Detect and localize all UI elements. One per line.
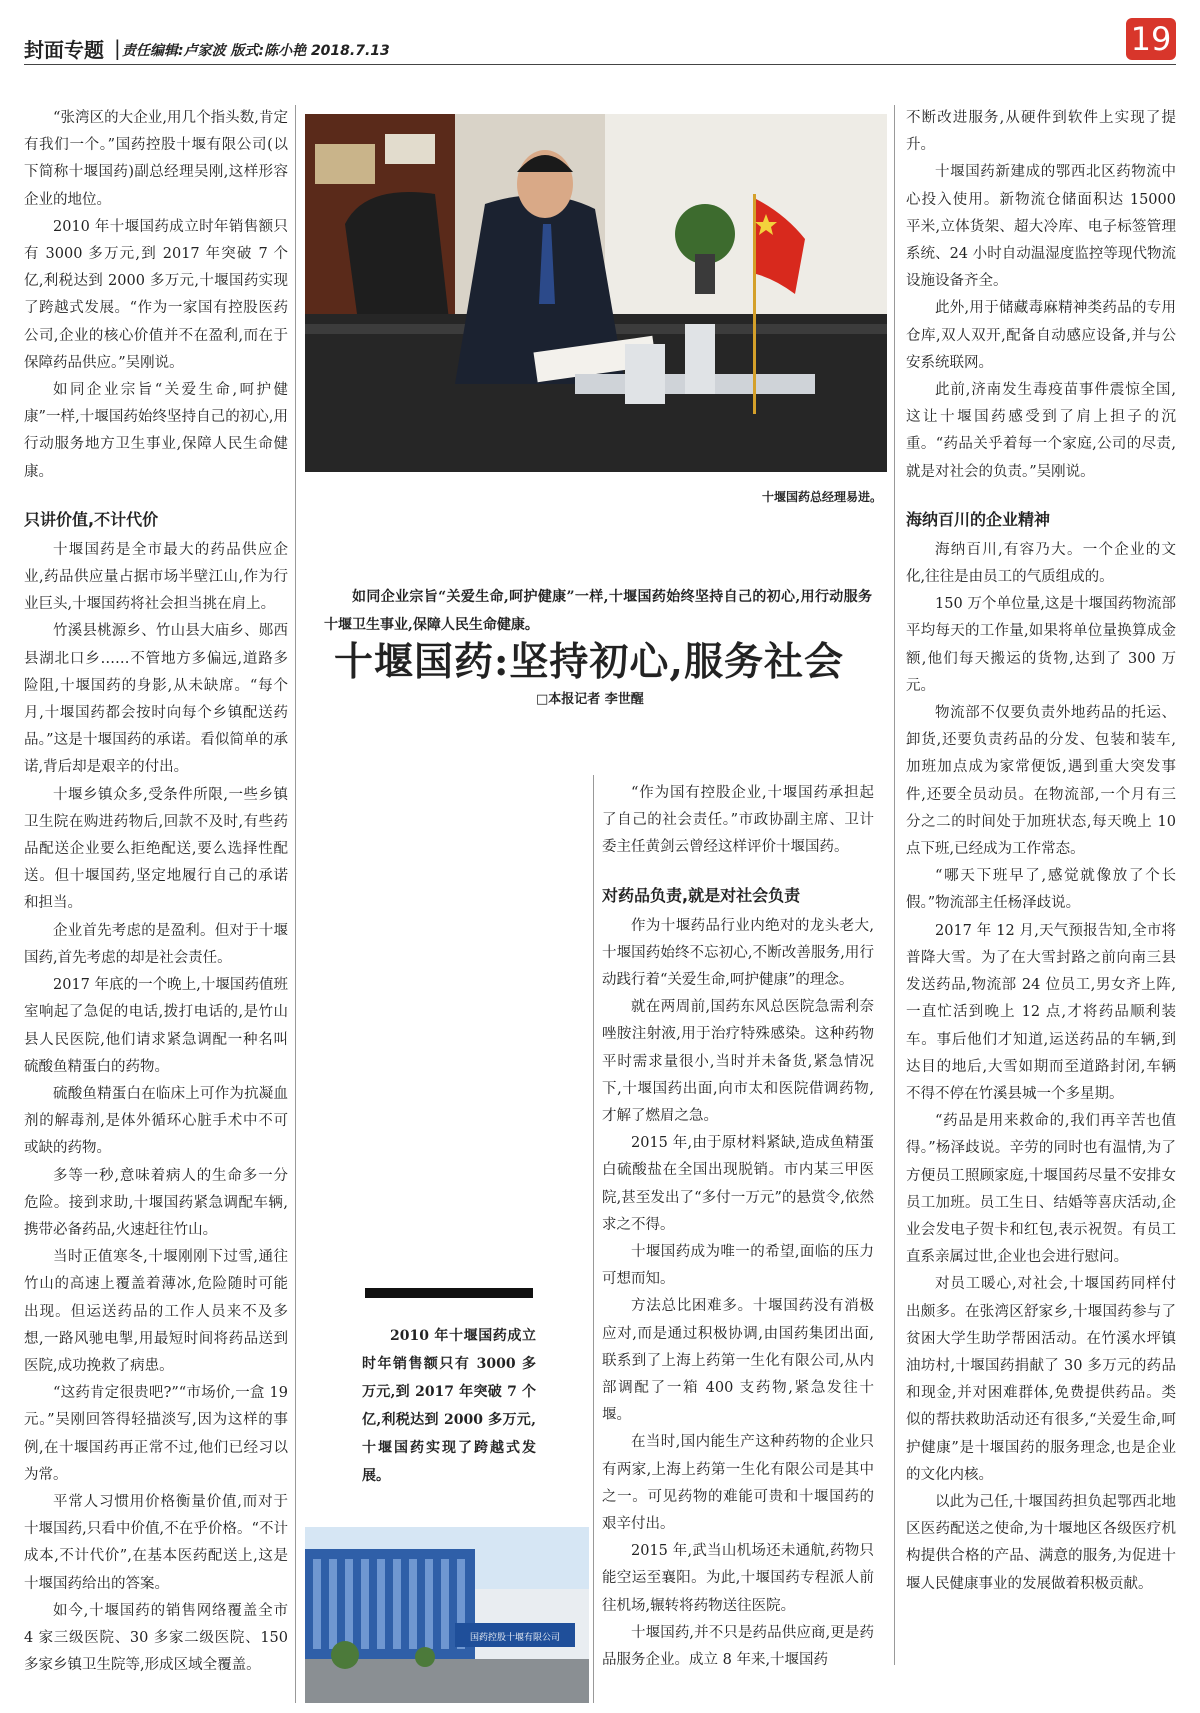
paragraph: 十堰国药是全市最大的药品供应企业,药品供应量占据市场半壁江山,作为行业巨头,十堰国药将社会担当挑在肩上。 bbox=[24, 541, 288, 613]
page-number: 19 bbox=[1126, 18, 1176, 60]
paragraph: 2015 年,由于原材料紧缺,造成鱼精蛋白硫酸盐在全国出现脱销。市内某三甲医院,甚至发出了“多付一万元”的悬赏令,依然求之不得。 bbox=[602, 1135, 874, 1233]
paragraph: “作为国有控股企业,十堰国药承担起了自己的社会责任。”市政协副主席、卫计委主任黄剑云曾经这样评价十堰国药。 bbox=[602, 785, 874, 856]
subheading: 海纳百川的企业精神 bbox=[906, 509, 1051, 529]
paragraph: “张湾区的大企业,用几个指头数,肯定有我们一个。”国药控股十堰有限公司(以下简称十堰国药)副总经理吴刚,这样形容企业的地位。 bbox=[24, 110, 288, 208]
paragraph: 当时正值寒冬,十堰刚刚下过雪,通往竹山的高速上覆盖着薄冰,危险随时可能出现。但运送药品的工作人员来不及多想,一路风驰电掣,用最短时间将药品送到医院,成功挽救了病患。 bbox=[24, 1249, 288, 1374]
paragraph: 十堰国药,并不只是药品供应商,更是药品服务企业。成立 8 年来,十堰国药 bbox=[602, 1624, 874, 1669]
paragraph: 如今,十堰国药的销售网络覆盖全市 4 家三级医院、30 多家二级医院、150 多家乡镇卫生院等,形成区域全覆盖。 bbox=[24, 1602, 288, 1674]
building-photo bbox=[305, 1527, 589, 1703]
paragraph: 此外,用于储藏毒麻精神类药品的专用仓库,双人双开,配备自动感应设备,并与公安系统联网。 bbox=[906, 300, 1176, 371]
photo-caption: 十堰国药总经理易进。 bbox=[761, 490, 882, 504]
paragraph: 竹溪县桃源乡、竹山县大庙乡、郧西县湖北口乡……不管地方多偏远,道路多险阻,十堰国药的身影,从未缺席。“每个月,十堰国药都会按时向每个乡镇配送药品。”这是十堰国药的承诺。看似简单的承诺,背后却是艰辛的付出。 bbox=[24, 623, 288, 776]
article-column-left bbox=[24, 105, 288, 1703]
byline: □本报记者 李世醒 bbox=[536, 692, 644, 707]
paragraph: “这药肯定很贵吧?”“市场价,一盒 19 元。”吴刚回答得轻描淡写,因为这样的事例,在十堰国药再正常不过,他们已经习以为常。 bbox=[24, 1385, 288, 1483]
paragraph: 就在两周前,国药东风总医院急需利奈唑胺注射液,用于治疗特殊感染。这种药物平时需求量很小,当时并未备货,紧急情况下,十堰国药出面,向市太和医院借调药物,才解了燃眉之急。 bbox=[602, 999, 874, 1125]
paragraph: 如同企业宗旨“关爱生命,呵护健康”一样,十堰国药始终坚持自己的初心,用行动服务地方卫生事业,保障人民生命健康。 bbox=[24, 382, 288, 480]
headline: 十堰国药:坚持初心,服务社会 bbox=[334, 639, 844, 685]
paragraph: 以此为己任,十堰国药担负起鄂西北地区医药配送之使命,为十堰地区各级医疗机构提供合格的产品、满意的服务,为促进十堰人民健康事业的发展做着积极贡献。 bbox=[906, 1493, 1176, 1592]
header-divider: | bbox=[114, 36, 121, 60]
column-divider-left bbox=[295, 105, 296, 1703]
paragraph: “哪天下班早了,感觉就像放了个长假。”物流部主任杨泽歧说。 bbox=[906, 868, 1176, 912]
pull-quote-bar bbox=[365, 1288, 533, 1298]
paragraph: 物流部不仅要负责外地药品的托运、卸货,还要负责药品的分发、包装和装车,加班加点成为家常便饭,遇到重大突发事件,还要全员动员。在物流部,一个月有三分之二的时间处于加班状态,每天晚上 10 点下班,已经成为工作常态。 bbox=[906, 705, 1176, 858]
paragraph: 平常人习惯用价格衡量价值,而对于十堰国药,只看中价值,不在乎价格。“不计成本,不计代价”,在基本医药配送上,这是十堰国药给出的答案。 bbox=[24, 1493, 288, 1592]
paragraph: 150 万个单位量,这是十堰国药物流部平均每天的工作量,如果将单位量换算成金额,他们每天搬运的货物,达到了 300 万元。 bbox=[906, 596, 1176, 694]
building-sign: 国药控股十堰有限公司 bbox=[469, 1633, 561, 1643]
paragraph: 2017 年 12 月,天气预报告知,全市将普降大雪。为了在大雪封路之前向南三县发送药品,物流部 24 位员工,男女齐上阵,一直忙活到晚上 12 点,才将药品顺利装车。事后他们才知道,运送药品的车辆,到达目的地后,大雪如期而至道路封闭,车辆不得不停在竹溪县城一个多星期。 bbox=[906, 922, 1176, 1102]
paragraph: 此前,济南发生毒疫苗事件震惊全国,这让十堰国药感受到了肩上担子的沉重。“药品关乎着每一个家庭,公司的尽责,就是对社会的负责。”吴刚说。 bbox=[906, 382, 1176, 480]
paragraph: “药品是用来救命的,我们再辛苦也值得。”杨泽歧说。辛劳的同时也有温情,为了方便员工照顾家庭,十堰国药尽量不安排女员工加班。员工生日、结婚等喜庆活动,企业会发电子贺卡和红包,表示祝贺。有员工直系亲属过世,企业也会进行慰问。 bbox=[906, 1113, 1176, 1266]
paragraph: 海纳百川,有容乃大。一个企业的文化,往往是由员工的气质组成的。 bbox=[906, 541, 1176, 586]
column-divider-right bbox=[894, 105, 895, 1665]
column-divider-middle bbox=[593, 775, 594, 1703]
paragraph: 企业首先考虑的是盈利。但对于十堰国药,首先考虑的却是社会责任。 bbox=[24, 922, 288, 966]
paragraph: 十堰国药成为唯一的希望,面临的压力可想而知。 bbox=[602, 1244, 874, 1288]
section-title: 封面专题 bbox=[24, 38, 104, 62]
article-lead: 如同企业宗旨“关爱生命,呵护健康”一样,十堰国药始终坚持自己的初心,用行动服务十堰卫生事业,保障人民生命健康。 bbox=[324, 589, 872, 633]
paragraph: 2015 年,武当山机场还未通航,药物只能空运至襄阳。为此,十堰国药专程派人前往机场,辗转将药物送往医院。 bbox=[602, 1543, 874, 1614]
paragraph: 方法总比困难多。十堰国药没有消极应对,而是通过积极协调,由国药集团出面,联系到了上海上药第一生化有限公司,从内部调配了一箱 400 支药物,紧急发往十堰。 bbox=[602, 1298, 874, 1424]
paragraph: 在当时,国内能生产这种药物的企业只有两家,上海上药第一生化有限公司是其中之一。可见药物的难能可贵和十堰国药的艰辛付出。 bbox=[602, 1434, 874, 1533]
paragraph: 2017 年底的一个晚上,十堰国药值班室响起了急促的电话,拨打电话的,是竹山县人民医院,他们请求紧急调配一种名叫硫酸鱼精蛋白的药物。 bbox=[24, 977, 288, 1075]
paragraph: 多等一秒,意味着病人的生命多一分危险。接到求助,十堰国药紧急调配车辆,携带必备药品,火速赶往竹山。 bbox=[24, 1167, 288, 1238]
article-column-right bbox=[906, 105, 1176, 1665]
paragraph: 对员工暖心,对社会,十堰国药同样付出颇多。在张湾区舒家乡,十堰国药参与了贫困大学生助学帮困活动。在竹溪水坪镇油坊村,十堰国药捐献了 30 多万元的药品和现金,并对困难群体,免费提供药品。类似的帮扶救助活动还有很多,“关爱生命,呵护健康”是十堰国药的服务理念,也是企业的文化内核。 bbox=[906, 1276, 1176, 1483]
paragraph: 十堰乡镇众多,受条件所限,一些乡镇卫生院在购进药物后,回款不及时,有些药品配送企业要么拒绝配送,要么选择性配送。但十堰国药,坚定地履行自己的承诺和担当。 bbox=[24, 786, 288, 912]
paragraph: 硫酸鱼精蛋白在临床上可作为抗凝血剂的解毒剂,是体外循环心脏手术中不可或缺的药物。 bbox=[24, 1085, 288, 1157]
paragraph: 不断改进服务,从硬件到软件上实现了提升。 bbox=[906, 110, 1176, 154]
subheading: 只讲价值,不计代价 bbox=[24, 509, 159, 529]
paragraph: 2010 年十堰国药成立时年销售额只有 3000 多万元,到 2017 年突破 7 个亿,利税达到 2000 多万元,十堰国药实现了跨越式发展。“作为一家国有控股医药公司,企业的核心价值并不在盈利,而在于保障药品供应。”吴刚说。 bbox=[24, 218, 288, 371]
article-column-middle bbox=[602, 780, 874, 1703]
paragraph: 作为十堰药品行业内绝对的龙头老大,十堰国药始终不忘初心,不断改善服务,用行动践行着“关爱生命,呵护健康”的理念。 bbox=[602, 917, 874, 989]
manager-photo bbox=[305, 114, 887, 472]
paragraph: 十堰国药新建成的鄂西北区药物流中心投入使用。新物流仓储面积达 15000 平米,立体货架、超大冷库、电子标签管理系统、24 小时自动温湿度监控等现代物流设施设备齐全。 bbox=[906, 164, 1176, 290]
subheading: 对药品负责,就是对社会负责 bbox=[602, 885, 801, 905]
pull-quote: 2010 年十堰国药成立时年销售额只有 3000 多万元,到 2017 年突破 7 个亿,利税达到 2000 多万元,十堰国药实现了跨越式发展。 bbox=[362, 1328, 536, 1484]
editor-info: 责任编辑:卢家波 版式:陈小艳 2018.7.13 bbox=[122, 43, 390, 59]
header-rule bbox=[24, 64, 1176, 65]
